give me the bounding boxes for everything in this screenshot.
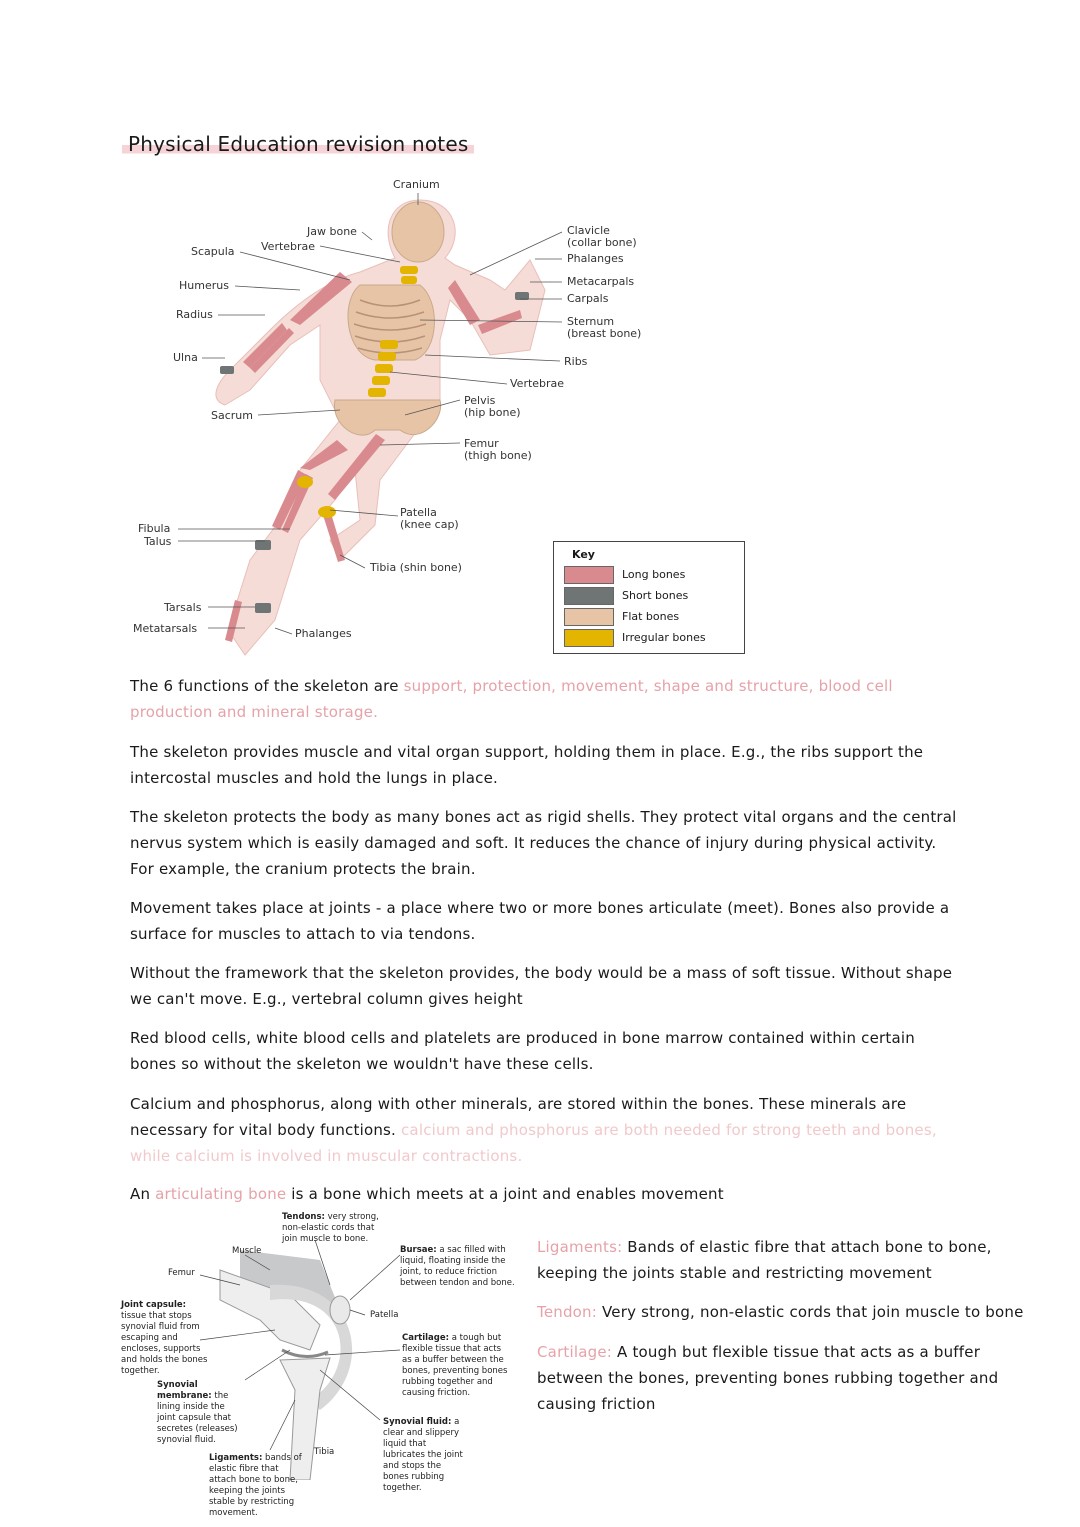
label-jaw-bone: Jaw bone [307,225,357,238]
ligaments-text: bands of elastic fibre that attach bone to bone, keeping the joints stable by restricting movement. [209,1453,302,1518]
articulating-a: An [130,1185,156,1203]
label-tarsals: Tarsals [164,601,202,614]
knee-membrane-label [157,1380,242,1446]
movement-paragraph: Movement takes place at joints - a place where two or more bones articulate (meet). Bones also provide a surface for muscles to attach to via tendons. [130,899,950,943]
page-title: Physical Education revision notes [122,132,474,156]
label-femur: Femur (thigh bone) [464,437,532,462]
label-ulna: Ulna [173,351,198,364]
key-label: Short bones [622,589,689,602]
functions-paragraph [130,673,960,725]
tendons-text: very strong, non-elastic cords that join muscle to bone. [282,1212,379,1244]
capsule-title: Joint capsule: [121,1300,187,1310]
key-label: Long bones [622,568,686,581]
key-row-long [564,566,739,584]
articulating-paragraph [130,1181,960,1207]
knee-ligaments-label [209,1453,304,1519]
functions-list: support, protection, movement, shape and structure, blood cell production and mineral storage. [130,677,893,721]
label-cranium: Cranium [393,178,440,191]
label-metatarsals: Metatarsals [133,622,198,635]
knee-patella-label: Patella [370,1310,399,1320]
protection-paragraph: The skeleton protects the body as many bones act as rigid shells. They protect vital organs and the central nervus system which is easily damaged and soft. It reduces the chance of injury during physical activity. For example, the cranium protects the brain. [130,808,957,878]
knee-fluid-label [383,1417,468,1494]
knee-tibia-label: Tibia [314,1447,335,1457]
knee-capsule-label [121,1300,211,1377]
definition-term: Cartilage: [537,1343,613,1361]
key-label: Flat bones [622,610,680,623]
knee-tendons-label [282,1212,392,1245]
knee-bursae-label [400,1245,525,1289]
capsule-text: tissue that stops synovial fluid from escaping and encloses, supports and holds the bones together. [121,1311,208,1376]
bone-key-legend [553,541,745,654]
fluid-title: Synovial fluid: [383,1417,452,1427]
label-patella: Patella (knee cap) [400,506,459,531]
articulating-term: articulating bone [155,1185,287,1203]
label-pelvis: Pelvis (hip bone) [464,394,521,419]
label-phalanges-hand: Phalanges [567,252,624,265]
shape-paragraph: Without the framework that the skeleton provides, the body would be a mass of soft tissue. Without shape we can't move. E.g., vertebral column gives height [130,964,953,1008]
cartilage-title: Cartilage: [402,1333,450,1343]
label-metacarpals: Metacarpals [567,275,635,288]
cartilage-text: a tough but flexible tissue that acts as a buffer between the bones, preventing bones rubbing together and causing friction. [402,1333,508,1398]
patella-shape [330,1296,350,1324]
label-talus: Talus [144,535,172,548]
knee-cartilage-label [402,1333,512,1399]
definition-ligaments [537,1234,1047,1286]
definition-tendon [537,1299,1047,1325]
label-vertebrae-top: Vertebrae [261,240,316,253]
minerals-note: calcium and phosphorus are both needed for strong teeth and bones, while calcium is involved in muscular contractions. [130,1121,937,1165]
key-row-irregular [564,629,739,647]
ligaments-title: Ligaments: [209,1453,263,1463]
label-ribs: Ribs [564,355,588,368]
bursae-title: Bursae: [400,1245,437,1255]
label-clavicle: Clavicle (collar bone) [567,224,637,249]
definition-term: Tendon: [537,1303,598,1321]
knee-muscle-label: Muscle [232,1246,262,1256]
label-vertebrae-mid: Vertebrae [510,377,565,390]
label-carpals: Carpals [567,292,609,305]
key-title: Key [572,548,595,561]
key-row-short [564,587,739,605]
tendons-title: Tendons: [282,1212,325,1222]
blood-paragraph: Red blood cells, white blood cells and platelets are produced in bone marrow contained within certain bones so without the skeleton we wouldn't have these cells. [130,1029,915,1073]
long-bones-swatch [564,566,614,584]
label-sacrum: Sacrum [211,409,253,422]
flat-bones-swatch [564,608,614,626]
label-radius: Radius [176,308,213,321]
minerals-paragraph [130,1091,960,1169]
label-phalanges-foot: Phalanges [295,627,352,640]
minerals-lead: Calcium and phosphorus, along with other minerals, are stored within the bones. These minerals are necessary for vital body functions. [130,1095,907,1139]
fluid-text: a clear and slippery liquid that lubricates the joint and stops the bones rubbing together. [383,1417,463,1493]
bursae-text: a sac filled with liquid, floating inside the joint, to reduce friction between tendon and bone. [400,1245,515,1288]
label-sternum: Sternum (breast bone) [567,315,642,340]
definition-text: Very strong, non-elastic cords that join muscle to bone [597,1303,1024,1321]
key-label: Irregular bones [622,631,706,644]
support-paragraph: The skeleton provides muscle and vital organ support, holding them in place. E.g., the ribs support the intercostal muscles and hold the lungs in place. [130,743,924,787]
definition-text: A tough but flexible tissue that acts as a buffer between the bones, preventing bones rubbing together and causing friction [537,1343,999,1413]
label-tibia: Tibia (shin bone) [370,561,462,574]
label-fibula: Fibula [138,522,171,535]
short-bones-swatch [564,587,614,605]
membrane-title: Synovial membrane: [157,1380,212,1401]
definition-term: Ligaments: [537,1238,623,1256]
membrane-text: the lining inside the joint capsule that secretes (releases) synovial fluid. [157,1391,238,1445]
articulating-b: is a bone which meets at a joint and enables movement [286,1185,724,1203]
irregular-bones-swatch [564,629,614,647]
functions-lead: The 6 functions of the skeleton are [130,677,404,695]
definition-text: Bands of elastic fibre that attach bone to bone, keeping the joints stable and restricting movement [537,1238,992,1282]
definition-cartilage [537,1339,1047,1417]
knee-femur-label: Femur [168,1268,195,1278]
key-row-flat [564,608,739,626]
label-humerus: Humerus [179,279,229,292]
label-scapula: Scapula [191,245,235,258]
